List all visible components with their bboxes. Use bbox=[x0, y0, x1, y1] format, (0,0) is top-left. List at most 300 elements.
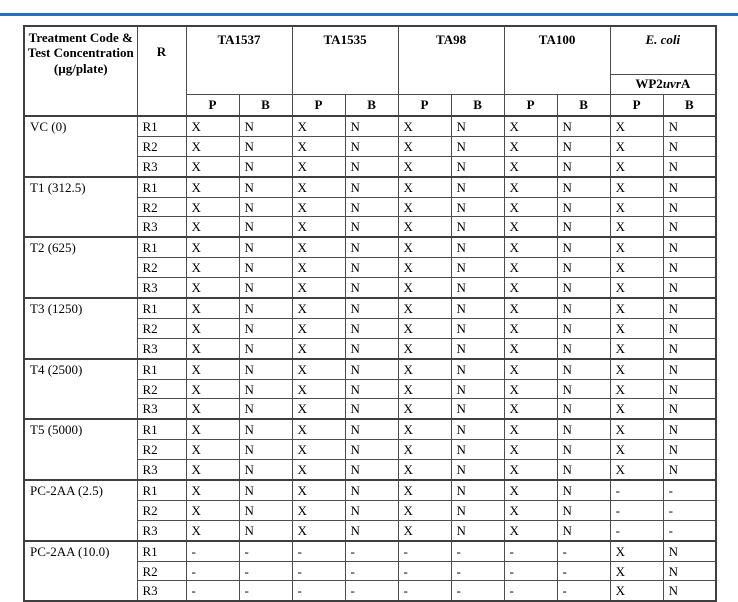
result-cell: X bbox=[186, 379, 239, 399]
result-cell: N bbox=[557, 379, 610, 399]
replicate-label: R3 bbox=[137, 278, 186, 298]
strain-header-ta1537: TA1537 bbox=[186, 26, 292, 94]
result-cell: X bbox=[292, 359, 345, 379]
result-cell: X bbox=[398, 419, 451, 439]
result-cell: X bbox=[186, 440, 239, 460]
replicate-label: R1 bbox=[137, 298, 186, 318]
result-cell: X bbox=[186, 177, 239, 197]
result-cell: - bbox=[610, 520, 663, 540]
result-cell: X bbox=[186, 298, 239, 318]
result-cell: N bbox=[663, 561, 716, 581]
treatment-label: T3 (1250) bbox=[24, 298, 137, 359]
result-cell: N bbox=[663, 298, 716, 318]
result-cell: X bbox=[398, 258, 451, 278]
result-cell: N bbox=[239, 197, 292, 217]
result-cell: - bbox=[504, 581, 557, 601]
result-cell: - bbox=[557, 541, 610, 561]
result-cell: X bbox=[186, 136, 239, 156]
result-cell: N bbox=[663, 116, 716, 136]
result-cell: N bbox=[239, 278, 292, 298]
result-cell: N bbox=[557, 217, 610, 237]
result-cell: - bbox=[345, 561, 398, 581]
result-cell: N bbox=[557, 460, 610, 480]
result-cell: X bbox=[292, 318, 345, 338]
result-cell: X bbox=[610, 116, 663, 136]
replicate-label: R2 bbox=[137, 500, 186, 520]
result-cell: X bbox=[292, 419, 345, 439]
result-cell: N bbox=[451, 359, 504, 379]
result-cell: X bbox=[186, 237, 239, 257]
result-cell: X bbox=[610, 581, 663, 601]
result-cell: X bbox=[292, 197, 345, 217]
result-cell: X bbox=[504, 338, 557, 358]
result-cell: - bbox=[557, 561, 610, 581]
result-cell: X bbox=[504, 419, 557, 439]
replicate-label: R3 bbox=[137, 460, 186, 480]
treatment-header-line-1: Treatment Code & bbox=[28, 30, 133, 45]
result-cell: X bbox=[504, 318, 557, 338]
result-cell: N bbox=[557, 136, 610, 156]
result-cell: X bbox=[610, 561, 663, 581]
result-cell: N bbox=[663, 258, 716, 278]
result-cell: X bbox=[504, 156, 557, 176]
result-cell: N bbox=[239, 520, 292, 540]
result-cell: - bbox=[398, 581, 451, 601]
wp2uvra-pre: WP2 bbox=[635, 76, 663, 91]
result-cell: N bbox=[451, 500, 504, 520]
result-cell: X bbox=[610, 440, 663, 460]
result-cell: N bbox=[663, 460, 716, 480]
result-cell: X bbox=[292, 520, 345, 540]
result-cell: - bbox=[504, 541, 557, 561]
result-cell: N bbox=[345, 440, 398, 460]
result-cell: - bbox=[663, 480, 716, 500]
result-cell: X bbox=[504, 460, 557, 480]
result-cell: N bbox=[345, 419, 398, 439]
result-cell: N bbox=[451, 318, 504, 338]
result-cell: N bbox=[557, 359, 610, 379]
result-cell: N bbox=[451, 217, 504, 237]
replicate-label: R2 bbox=[137, 561, 186, 581]
result-cell: N bbox=[557, 177, 610, 197]
replicate-label: R2 bbox=[137, 258, 186, 278]
result-cell: N bbox=[557, 500, 610, 520]
result-cell: X bbox=[186, 338, 239, 358]
result-cell: X bbox=[292, 258, 345, 278]
result-cell: N bbox=[451, 440, 504, 460]
treatment-label: PC-2AA (10.0) bbox=[24, 541, 137, 602]
result-cell: N bbox=[239, 318, 292, 338]
result-cell: X bbox=[398, 298, 451, 318]
plate-header-p: P bbox=[398, 94, 451, 116]
result-cell: N bbox=[345, 217, 398, 237]
result-cell: X bbox=[610, 237, 663, 257]
result-cell: X bbox=[292, 156, 345, 176]
result-cell: N bbox=[239, 399, 292, 419]
result-cell: N bbox=[239, 136, 292, 156]
result-cell: N bbox=[451, 338, 504, 358]
result-cell: N bbox=[239, 217, 292, 237]
result-cell: X bbox=[504, 116, 557, 136]
result-cell: N bbox=[345, 379, 398, 399]
replicate-label: R1 bbox=[137, 359, 186, 379]
result-cell: N bbox=[345, 520, 398, 540]
result-cell: X bbox=[398, 197, 451, 217]
result-cell: N bbox=[239, 379, 292, 399]
plate-header-p: P bbox=[292, 94, 345, 116]
result-cell: N bbox=[663, 419, 716, 439]
result-cell: N bbox=[345, 156, 398, 176]
result-cell: N bbox=[663, 581, 716, 601]
result-cell: X bbox=[398, 359, 451, 379]
result-cell: X bbox=[504, 520, 557, 540]
result-cell: X bbox=[504, 177, 557, 197]
result-cell: N bbox=[345, 359, 398, 379]
result-cell: N bbox=[451, 520, 504, 540]
result-cell: N bbox=[239, 237, 292, 257]
result-cell: N bbox=[451, 156, 504, 176]
strain-header-ecoli bbox=[610, 26, 716, 74]
result-cell: - bbox=[610, 500, 663, 520]
result-cell: N bbox=[451, 258, 504, 278]
result-cell: - bbox=[239, 561, 292, 581]
result-cell: X bbox=[398, 399, 451, 419]
treatment-label: VC (0) bbox=[24, 116, 137, 177]
result-cell: - bbox=[451, 581, 504, 601]
table-row bbox=[24, 480, 716, 500]
result-cell: X bbox=[186, 258, 239, 278]
result-cell: N bbox=[345, 258, 398, 278]
result-cell: X bbox=[504, 258, 557, 278]
result-cell: N bbox=[557, 237, 610, 257]
result-cell: N bbox=[663, 399, 716, 419]
result-cell: N bbox=[663, 440, 716, 460]
result-cell: X bbox=[398, 379, 451, 399]
result-cell: X bbox=[292, 278, 345, 298]
table-row bbox=[24, 359, 716, 379]
result-cell: N bbox=[451, 278, 504, 298]
result-cell: N bbox=[557, 197, 610, 217]
result-cell: X bbox=[504, 440, 557, 460]
result-cell: X bbox=[186, 480, 239, 500]
replicate-label: R1 bbox=[137, 480, 186, 500]
result-cell: X bbox=[398, 177, 451, 197]
replicate-label: R1 bbox=[137, 177, 186, 197]
result-cell: X bbox=[292, 217, 345, 237]
plate-header-b: B bbox=[239, 94, 292, 116]
result-cell: X bbox=[504, 298, 557, 318]
result-cell: - bbox=[504, 561, 557, 581]
top-divider-rule bbox=[0, 13, 738, 16]
result-cell: X bbox=[610, 197, 663, 217]
result-cell: N bbox=[663, 197, 716, 217]
result-cell: X bbox=[398, 318, 451, 338]
result-cell: X bbox=[186, 460, 239, 480]
result-cell: X bbox=[292, 379, 345, 399]
replicate-label: R2 bbox=[137, 197, 186, 217]
result-cell: N bbox=[557, 338, 610, 358]
result-cell: - bbox=[610, 480, 663, 500]
result-cell: X bbox=[186, 419, 239, 439]
treatment-header-line-2: Test Concentration bbox=[27, 45, 134, 61]
plate-header-p: P bbox=[610, 94, 663, 116]
result-cell: X bbox=[186, 197, 239, 217]
result-cell: N bbox=[451, 419, 504, 439]
table-row bbox=[24, 116, 716, 136]
result-cell: N bbox=[239, 156, 292, 176]
result-cell: N bbox=[345, 136, 398, 156]
result-cell: X bbox=[292, 237, 345, 257]
result-cell: X bbox=[398, 520, 451, 540]
result-cell: X bbox=[186, 359, 239, 379]
result-cell: N bbox=[663, 379, 716, 399]
result-cell: X bbox=[292, 460, 345, 480]
result-cell: - bbox=[398, 561, 451, 581]
result-cell: - bbox=[451, 541, 504, 561]
result-cell: X bbox=[398, 217, 451, 237]
result-cell: N bbox=[239, 258, 292, 278]
treatment-label: T4 (2500) bbox=[24, 359, 137, 420]
result-cell: N bbox=[557, 399, 610, 419]
result-cell: N bbox=[663, 136, 716, 156]
result-cell: X bbox=[398, 116, 451, 136]
result-cell: X bbox=[398, 136, 451, 156]
result-cell: - bbox=[663, 500, 716, 520]
replicate-label: R2 bbox=[137, 440, 186, 460]
result-cell: X bbox=[504, 197, 557, 217]
result-cell: X bbox=[504, 278, 557, 298]
result-cell: - bbox=[345, 541, 398, 561]
treatment-label: PC-2AA (2.5) bbox=[24, 480, 137, 541]
result-cell: X bbox=[292, 440, 345, 460]
table-row bbox=[24, 419, 716, 439]
result-cell: N bbox=[345, 298, 398, 318]
result-cell: X bbox=[186, 520, 239, 540]
table-row bbox=[24, 298, 716, 318]
plate-header-b: B bbox=[345, 94, 398, 116]
result-cell: X bbox=[292, 500, 345, 520]
result-cell: X bbox=[398, 480, 451, 500]
result-cell: X bbox=[610, 278, 663, 298]
strain-header-ta98: TA98 bbox=[398, 26, 504, 94]
wp2uvra-header bbox=[610, 74, 716, 94]
result-cell: X bbox=[504, 237, 557, 257]
result-cell: - bbox=[292, 581, 345, 601]
result-cell: N bbox=[345, 318, 398, 338]
plate-header-b: B bbox=[451, 94, 504, 116]
result-cell: N bbox=[557, 318, 610, 338]
treatment-label: T5 (5000) bbox=[24, 419, 137, 480]
plate-header-b: B bbox=[557, 94, 610, 116]
result-cell: X bbox=[398, 156, 451, 176]
result-cell: N bbox=[239, 298, 292, 318]
result-cell: X bbox=[610, 379, 663, 399]
replicate-label: R3 bbox=[137, 520, 186, 540]
result-cell: N bbox=[345, 116, 398, 136]
plate-header-p: P bbox=[186, 94, 239, 116]
result-cell: X bbox=[610, 318, 663, 338]
plate-header-b: B bbox=[663, 94, 716, 116]
result-cell: N bbox=[345, 237, 398, 257]
result-cell: X bbox=[504, 500, 557, 520]
result-cell: N bbox=[345, 197, 398, 217]
result-cell: N bbox=[451, 177, 504, 197]
result-cell: N bbox=[663, 217, 716, 237]
result-cell: X bbox=[292, 399, 345, 419]
result-cell: X bbox=[610, 217, 663, 237]
result-cell: N bbox=[239, 460, 292, 480]
result-cell: N bbox=[663, 541, 716, 561]
result-cell: N bbox=[663, 359, 716, 379]
result-cell: N bbox=[451, 197, 504, 217]
header-row-strains bbox=[24, 26, 716, 74]
result-cell: X bbox=[292, 338, 345, 358]
treatment-column-header bbox=[24, 26, 137, 116]
result-cell: N bbox=[451, 399, 504, 419]
result-cell: - bbox=[239, 581, 292, 601]
mutagenicity-results-table bbox=[23, 25, 717, 602]
table-row bbox=[24, 541, 716, 561]
result-cell: X bbox=[292, 116, 345, 136]
result-cell: - bbox=[239, 541, 292, 561]
table-row bbox=[24, 177, 716, 197]
result-cell: X bbox=[504, 379, 557, 399]
result-cell: N bbox=[345, 338, 398, 358]
result-cell: X bbox=[610, 258, 663, 278]
strain-header-ta100: TA100 bbox=[504, 26, 610, 94]
result-cell: N bbox=[451, 480, 504, 500]
result-cell: X bbox=[292, 480, 345, 500]
result-cell: N bbox=[663, 318, 716, 338]
replicate-label: R2 bbox=[137, 318, 186, 338]
result-cell: X bbox=[504, 399, 557, 419]
result-cell: N bbox=[557, 480, 610, 500]
result-cell: X bbox=[398, 460, 451, 480]
wp2uvra-italic: uvr bbox=[662, 76, 681, 91]
result-cell: X bbox=[186, 278, 239, 298]
result-cell: X bbox=[398, 500, 451, 520]
result-cell: N bbox=[663, 237, 716, 257]
result-cell: N bbox=[345, 399, 398, 419]
result-cell: X bbox=[186, 217, 239, 237]
result-cell: - bbox=[451, 561, 504, 581]
result-cell: N bbox=[451, 136, 504, 156]
replicate-label: R1 bbox=[137, 116, 186, 136]
result-cell: X bbox=[610, 177, 663, 197]
result-cell: X bbox=[610, 298, 663, 318]
result-cell: X bbox=[504, 359, 557, 379]
replicate-label: R3 bbox=[137, 399, 186, 419]
table-row bbox=[24, 237, 716, 257]
result-cell: N bbox=[239, 419, 292, 439]
result-cell: N bbox=[239, 116, 292, 136]
replicate-label: R1 bbox=[137, 237, 186, 257]
result-cell: N bbox=[451, 379, 504, 399]
result-cell: N bbox=[557, 440, 610, 460]
result-cell: X bbox=[186, 318, 239, 338]
result-cell: N bbox=[451, 298, 504, 318]
result-cell: N bbox=[557, 156, 610, 176]
result-cell: - bbox=[345, 581, 398, 601]
result-cell: N bbox=[557, 258, 610, 278]
result-cell: X bbox=[610, 541, 663, 561]
wp2uvra-post: A bbox=[680, 76, 691, 91]
result-cell: N bbox=[557, 520, 610, 540]
replicate-label: R2 bbox=[137, 379, 186, 399]
treatment-label: T1 (312.5) bbox=[24, 177, 137, 238]
replicate-label: R2 bbox=[137, 136, 186, 156]
result-cell: X bbox=[186, 399, 239, 419]
result-cell: N bbox=[239, 177, 292, 197]
result-cell: X bbox=[186, 116, 239, 136]
result-cell: X bbox=[292, 136, 345, 156]
result-cell: X bbox=[292, 298, 345, 318]
result-cell: N bbox=[663, 156, 716, 176]
result-cell: - bbox=[186, 541, 239, 561]
result-cell: N bbox=[239, 359, 292, 379]
strain-header-ta1535: TA1535 bbox=[292, 26, 398, 94]
replicate-label: R3 bbox=[137, 217, 186, 237]
replicate-label: R3 bbox=[137, 581, 186, 601]
result-cell: X bbox=[610, 136, 663, 156]
result-cell: - bbox=[292, 541, 345, 561]
ecoli-label: E. coli bbox=[645, 32, 681, 47]
result-cell: X bbox=[398, 338, 451, 358]
result-cell: - bbox=[292, 561, 345, 581]
result-cell: N bbox=[345, 177, 398, 197]
replicate-label: R3 bbox=[137, 338, 186, 358]
result-cell: X bbox=[186, 500, 239, 520]
result-cell: X bbox=[610, 359, 663, 379]
treatment-header-line-3: (µg/plate) bbox=[53, 60, 108, 76]
result-cell: N bbox=[239, 338, 292, 358]
result-cell: N bbox=[557, 116, 610, 136]
result-cell: X bbox=[610, 399, 663, 419]
table-body bbox=[24, 116, 716, 601]
replicate-label: R1 bbox=[137, 419, 186, 439]
result-cell: X bbox=[292, 177, 345, 197]
result-cell: - bbox=[557, 581, 610, 601]
result-cell: X bbox=[610, 419, 663, 439]
result-cell: N bbox=[345, 460, 398, 480]
result-cell: X bbox=[398, 237, 451, 257]
result-cell: - bbox=[186, 561, 239, 581]
result-cell: N bbox=[345, 278, 398, 298]
plate-header-p: P bbox=[504, 94, 557, 116]
result-cell: - bbox=[663, 520, 716, 540]
result-cell: N bbox=[663, 177, 716, 197]
result-cell: N bbox=[557, 298, 610, 318]
result-cell: N bbox=[239, 500, 292, 520]
result-cell: N bbox=[239, 480, 292, 500]
result-cell: N bbox=[345, 500, 398, 520]
result-cell: X bbox=[504, 136, 557, 156]
result-cell: N bbox=[451, 460, 504, 480]
treatment-label: T2 (625) bbox=[24, 237, 137, 298]
result-cell: X bbox=[610, 338, 663, 358]
result-cell: N bbox=[557, 278, 610, 298]
result-cell: N bbox=[451, 116, 504, 136]
result-cell: X bbox=[398, 278, 451, 298]
result-cell: X bbox=[610, 460, 663, 480]
result-cell: X bbox=[504, 480, 557, 500]
replicate-label: R3 bbox=[137, 156, 186, 176]
replicate-column-header: R bbox=[137, 26, 186, 116]
result-cell: - bbox=[186, 581, 239, 601]
result-cell: - bbox=[398, 541, 451, 561]
result-cell: N bbox=[557, 419, 610, 439]
result-cell: X bbox=[186, 156, 239, 176]
